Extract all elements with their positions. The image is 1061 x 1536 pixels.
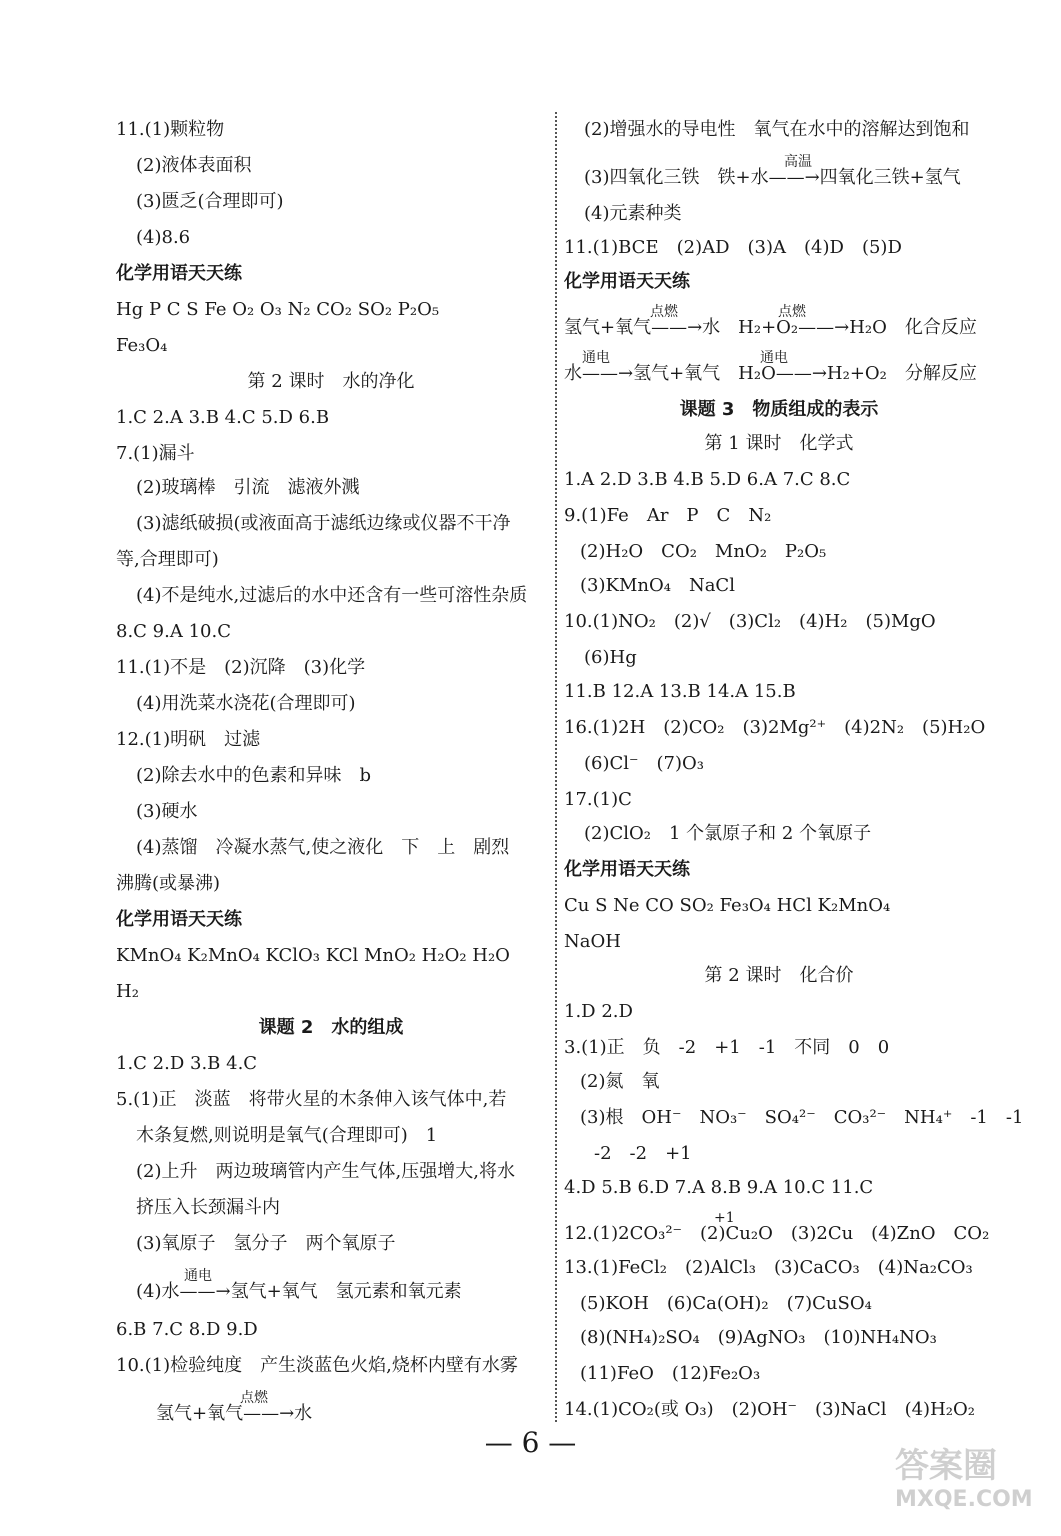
right-line-24: 1.D 2.D — [564, 1001, 633, 1022]
right-line-20: 化学用语天天练 — [564, 859, 690, 880]
left-line-23: KMnO₄ K₂MnO₄ KClO₃ KCl MnO₂ H₂O₂ H₂O — [116, 945, 510, 966]
right-line-6: 水——→氢气+氧气 H₂O——→H₂+O₂ 分解反应 — [564, 363, 977, 384]
left-line-33: 6.B 7.C 8.D 9.D — [116, 1319, 258, 1340]
left-line-21: 沸腾(或暴沸) — [116, 873, 221, 894]
left-line-24: H₂ — [116, 981, 139, 1002]
right-line-10: 9.(1)Fe Ar P C N₂ — [564, 505, 772, 526]
left-arrow-label-0: 通电 — [184, 1268, 212, 1284]
left-line-27: 5.(1)正 淡蓝 将带火星的木条伸入该气体中,若 — [116, 1089, 507, 1110]
right-line-15: 11.B 12.A 13.B 14.A 15.B — [564, 681, 796, 702]
left-line-18: (2)除去水中的色素和异味 b — [136, 765, 372, 786]
right-line-26: (2)氮 氧 — [580, 1071, 660, 1092]
left-line-2: (3)匮乏(合理即可) — [136, 191, 284, 212]
right-line-18: 17.(1)C — [564, 789, 632, 810]
right-line-5: 氢气+氧气——→水 H₂+O₂——→H₂O 化合反应 — [564, 317, 977, 338]
left-line-16: (4)用洗菜水浇花(合理即可) — [136, 693, 356, 714]
left-line-29: (2)上升 两边玻璃管内产生气体,压强增大,将水 — [136, 1161, 515, 1182]
right-line-25: 3.(1)正 负 -2 +1 -1 不同 0 0 — [564, 1037, 890, 1058]
column-divider — [555, 112, 557, 1422]
left-line-20: (4)蒸馏 冷凝水蒸气,使之液化 下 上 剧烈 — [136, 837, 510, 858]
left-line-19: (3)硬水 — [136, 801, 198, 822]
right-arrow-label-2: 点燃 — [778, 304, 806, 320]
right-line-3: 11.(1)BCE (2)AD (3)A (4)D (5)D — [564, 237, 902, 258]
right-line-23: 第 2 课时 化合价 — [704, 965, 854, 986]
left-line-30: 挤压入长颈漏斗内 — [136, 1197, 280, 1218]
right-line-31: 13.(1)FeCl₂ (2)AlCl₃ (3)CaCO₃ (4)Na₂CO₃ — [564, 1257, 973, 1278]
right-line-2: (4)元素种类 — [584, 203, 682, 224]
right-arrow-label-4: 通电 — [760, 350, 788, 366]
left-line-1: (2)液体表面积 — [136, 155, 252, 176]
left-line-0: 11.(1)颗粒物 — [116, 119, 225, 140]
right-line-34: (11)FeO (12)Fe₂O₃ — [580, 1363, 761, 1384]
right-line-17: (6)Cl⁻ (7)O₃ — [584, 753, 704, 774]
left-line-12: 等,合理即可) — [116, 549, 219, 570]
right-line-0: (2)增强水的导电性 氧气在水中的溶解达到饱和 — [584, 119, 970, 140]
right-line-7: 课题 3 物质组成的表示 — [679, 399, 879, 420]
left-line-32: (4)水——→氢气+氧气 氢元素和氧元素 — [136, 1281, 462, 1302]
left-line-3: (4)8.6 — [136, 227, 191, 248]
right-arrow-label-3: 通电 — [582, 350, 610, 366]
left-line-5: Hg P C S Fe O₂ O₃ N₂ CO₂ SO₂ P₂O₅ — [116, 299, 440, 320]
left-line-34: 10.(1)检验纯度 产生淡蓝色火焰,烧杯内壁有水雾 — [116, 1355, 518, 1376]
left-line-10: (2)玻璃棒 引流 滤液外溅 — [136, 477, 360, 498]
right-line-30: 12.(1)2CO₃²⁻ (2)Cu₂O (3)2Cu (4)ZnO CO₂ — [564, 1223, 990, 1244]
right-arrow-label-0: 高温 — [784, 154, 812, 170]
left-line-28: 木条复燃,则说明是氧气(合理即可) 1 — [136, 1125, 438, 1146]
right-line-27: (3)根 OH⁻ NO₃⁻ SO₄²⁻ CO₃²⁻ NH₄⁺ -1 -1 — [580, 1107, 1024, 1128]
right-line-33: (8)(NH₄)₂SO₄ (9)AgNO₃ (10)NH₄NO₃ — [580, 1327, 937, 1348]
right-line-8: 第 1 课时 化学式 — [704, 433, 854, 454]
left-line-4: 化学用语天天练 — [116, 263, 242, 284]
right-line-11: (2)H₂O CO₂ MnO₂ P₂O₅ — [580, 541, 827, 562]
right-line-19: (2)ClO₂ 1 个氯原子和 2 个氧原子 — [584, 823, 872, 844]
left-line-9: 7.(1)漏斗 — [116, 443, 195, 464]
left-line-25: 课题 2 水的组成 — [258, 1017, 404, 1038]
right-arrow-label-1: 点燃 — [650, 304, 678, 320]
left-line-11: (3)滤纸破损(或液面高于滤纸边缘或仪器不干净 — [136, 513, 511, 534]
right-line-4: 化学用语天天练 — [564, 271, 690, 292]
watermark-logo: 答案圈 MXQE.COM — [895, 1446, 1033, 1512]
left-line-13: (4)不是纯水,过滤后的水中还含有一些可溶性杂质 — [136, 585, 528, 606]
right-line-35: 14.(1)CO₂(或 O₃) (2)OH⁻ (3)NaCl (4)H₂O₂ — [564, 1399, 975, 1420]
right-line-12: (3)KMnO₄ NaCl — [580, 575, 735, 596]
right-line-32: (5)KOH (6)Ca(OH)₂ (7)CuSO₄ — [580, 1293, 872, 1314]
left-line-35: 氢气+氧气——→水 — [156, 1403, 313, 1424]
left-line-22: 化学用语天天练 — [116, 909, 242, 930]
page-number: — 6 — — [484, 1426, 577, 1459]
left-line-31: (3)氧原子 氢分子 两个氧原子 — [136, 1233, 396, 1254]
left-line-17: 12.(1)明矾 过滤 — [116, 729, 261, 750]
left-line-7: 第 2 课时 水的净化 — [247, 371, 415, 392]
left-line-15: 11.(1)不是 (2)沉降 (3)化学 — [116, 657, 366, 678]
left-line-6: Fe₃O₄ — [116, 335, 168, 356]
right-line-22: NaOH — [564, 931, 621, 952]
right-line-21: Cu S Ne CO SO₂ Fe₃O₄ HCl K₂MnO₄ — [564, 895, 891, 916]
right-line-1: (3)四氧化三铁 铁+水——→四氧化三铁+氢气 — [584, 167, 961, 188]
right-line-16: 16.(1)2H (2)CO₂ (3)2Mg²⁺ (4)2N₂ (5)H₂O — [564, 717, 986, 738]
left-arrow-label-1: 点燃 — [240, 1390, 268, 1406]
right-line-14: (6)Hg — [584, 647, 637, 668]
right-line-9: 1.A 2.D 3.B 4.B 5.D 6.A 7.C 8.C — [564, 469, 851, 490]
right-arrow-label-5: +1 — [714, 1210, 735, 1226]
left-line-14: 8.C 9.A 10.C — [116, 621, 231, 642]
right-line-28: -2 -2 +1 — [594, 1143, 692, 1164]
right-line-13: 10.(1)NO₂ (2)√ (3)Cl₂ (4)H₂ (5)MgO — [564, 611, 936, 632]
left-line-8: 1.C 2.A 3.B 4.C 5.D 6.B — [116, 407, 330, 428]
right-line-29: 4.D 5.B 6.D 7.A 8.B 9.A 10.C 11.C — [564, 1177, 874, 1198]
left-line-26: 1.C 2.D 3.B 4.C — [116, 1053, 258, 1074]
